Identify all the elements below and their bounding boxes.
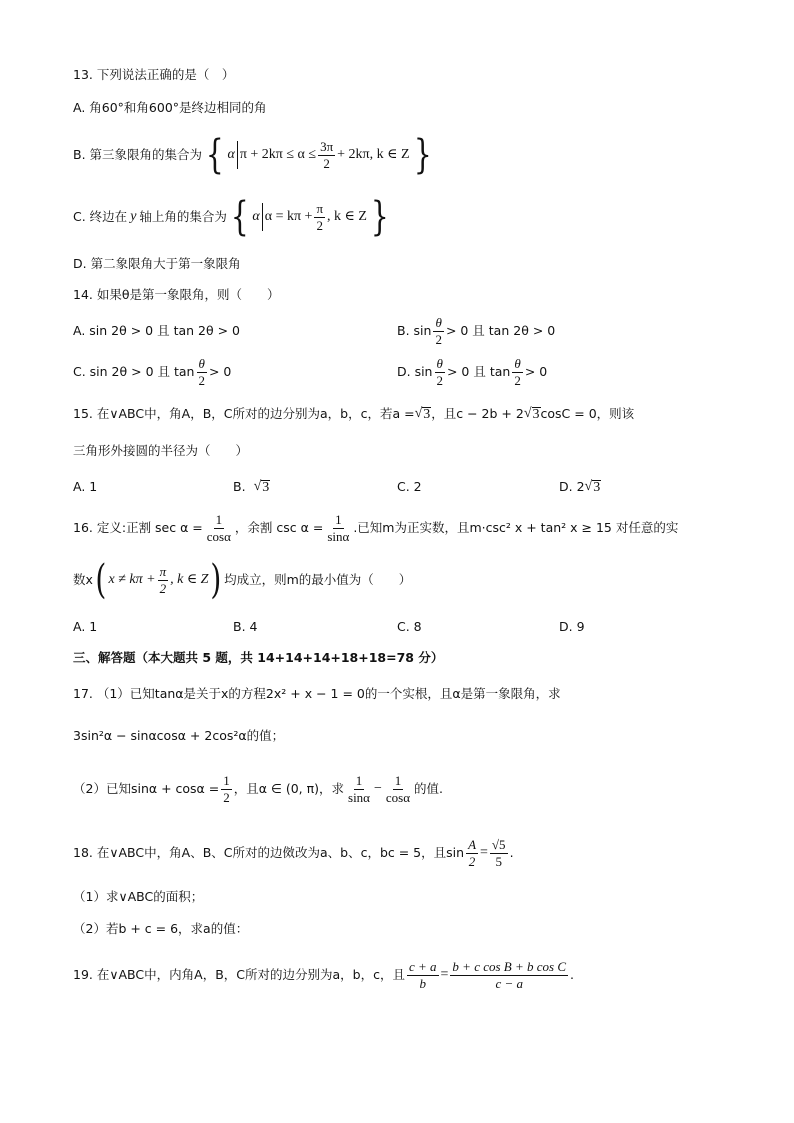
q13-b-cond1: π + 2kπ ≤ α ≤ [239, 147, 317, 162]
q13-b-frac: $\frac{3\pi}{2}$ [320, 138, 334, 171]
q19-frac1: $\frac{c + a}{b}$ [408, 958, 437, 991]
q14-d-frac1: $\frac{\theta}{2}$ [436, 355, 443, 388]
q14-d-mid: > 0 且 tan [446, 363, 511, 379]
q15-line1 [73, 405, 634, 423]
q13-c-axis: y [130, 209, 137, 224]
q14-option-a: A. sin 2θ > 0 且 tan 2θ > 0 [73, 323, 241, 338]
q17-l3-post: 的值. [414, 780, 444, 796]
q16-l2-cond: x ≠ kπ + [108, 572, 156, 587]
q13-c-cond1: α = kπ + [264, 209, 313, 224]
q16-line1 [73, 510, 678, 546]
q13-b-cond2: + 2kπ, k ∈ Z [337, 147, 410, 162]
q16-option-a: A. 1 [73, 619, 98, 634]
q15-d-pre: D. 2 [559, 479, 585, 495]
q13-c-prefix: C. 终边在 [73, 208, 128, 224]
q19-pre: 19. 在∨ABC中，内角A，B，C所对的边分别为a，b，c，且 [73, 966, 405, 982]
q15-l1-c: cosC = 0，则该 [540, 405, 635, 421]
left-paren: ( [95, 557, 107, 603]
q17-l3-minus: − [374, 781, 382, 796]
q17-line1: 17. （1）已知tanα是关于x的方程2x² + x − 1 = 0的一个实根，且α是第一象限角，求 [73, 686, 561, 701]
right-brace: } [370, 194, 389, 240]
q16-l2-post: 均成立，则m的最小值为（ ） [224, 571, 412, 587]
q16-post: .已知m为正实数，且m·csc² x + tan² x ≥ 15 对任意的实 [353, 519, 679, 535]
q15-option-a: A. 1 [73, 479, 98, 494]
q14-c-pre: C. sin 2θ > 0 且 tan [73, 363, 195, 379]
q13-c-mid: 轴上角的集合为 [139, 208, 227, 224]
set-bar [237, 141, 238, 169]
q13-b-prefix: B. 第三象限角的集合为 [73, 146, 203, 162]
q14-b-pre: B. sin [397, 322, 432, 338]
q18-frac-a: $\frac{A}{2}$ [468, 836, 477, 869]
q13-option-d: D. 第二象限角大于第一象限角 [73, 256, 241, 271]
q18-l1-pre: 18. 在∨ABC中，角A、B、C所对的边傚改为a、b、c，bc = 5，且sin [73, 844, 465, 860]
q18-eq: = [480, 845, 488, 860]
q16-option-c: C. 8 [397, 619, 422, 634]
q15-sqrt2: √ 3 [523, 405, 540, 422]
q19-eq: = [440, 967, 449, 982]
right-brace: } [413, 132, 432, 178]
q13-b-set-var: α [227, 147, 235, 162]
q13-c-frac: $\frac{\pi}{2}$ [316, 200, 324, 233]
set-bar [262, 203, 263, 231]
q16-pre: 16. 定义:正割 sec α = [73, 519, 203, 535]
q16-mid1: ，余割 csc α = [234, 519, 324, 535]
q18-part2: （2）若b + c = 6，求a的值： [73, 921, 249, 936]
q15-b-pre: B. [233, 479, 246, 495]
right-paren: ) [210, 557, 222, 603]
left-brace: { [230, 194, 249, 240]
q19-frac2: $\frac{\text{b + c cos B + b cos C}}{c - a}$ [452, 958, 567, 991]
q16-l2-frac: $\frac{\pi}{2}$ [159, 563, 167, 596]
q17-line3 [73, 770, 443, 808]
q14-stem: 14. 如果θ是第一象限角，则（ ） [73, 287, 280, 302]
q15-option-c: C. 2 [397, 479, 422, 494]
q15-line2: 三角形外接圆的半径为（ ） [73, 443, 249, 458]
q17-line2: 3sin²α − sinαcosα + 2cos²α的值； [73, 728, 285, 743]
q14-d-post: > 0 [524, 363, 548, 379]
q17-l3-frac1: $\frac{1}{\sin\alpha}$ [348, 772, 370, 805]
q14-d-pre: D. sin [397, 363, 433, 379]
q15-option-b [233, 480, 270, 495]
q13-option-c [73, 194, 392, 240]
q15-option-d [559, 480, 601, 495]
section-heading: 三、解答题（本大题共 5 题，共 14+14+14+18+18=78 分） [73, 650, 444, 665]
q15-sqrt1: √ 3 [414, 405, 431, 422]
q13-c-cond2: , k ∈ Z [327, 209, 367, 224]
q13-option-b [73, 132, 435, 178]
q14-option-c [73, 357, 231, 387]
q18-line1 [73, 833, 514, 873]
q18-part1: （1）求∨ABC的面积； [73, 889, 204, 904]
q19-post: . [570, 966, 574, 982]
q14-b-post: > 0 且 tan 2θ > 0 [445, 322, 556, 338]
q15-d-sqrt: √ 3 [584, 479, 601, 495]
q17-l3-frac2: $\frac{1}{\cos\alpha}$ [385, 772, 411, 805]
q14-d-frac2: $\frac{\theta}{2}$ [514, 355, 521, 388]
q14-c-post: > 0 [208, 363, 232, 379]
q16-frac1: $\frac{1}{\cos\alpha}$ [206, 511, 231, 544]
q13-stem: 13. 下列说法正确的是（ ） [73, 67, 235, 82]
q16-option-b: B. 4 [233, 619, 258, 634]
q15-l1-a: 15. 在∨ABC中，角A，B，C所对的边分别为a，b，c，若a = [73, 405, 415, 421]
q16-line2 [73, 557, 412, 603]
q16-frac2: $\frac{1}{\sin\alpha}$ [327, 511, 350, 544]
q14-c-frac: $\frac{\theta}{2}$ [198, 355, 205, 388]
q14-option-d [397, 357, 547, 387]
q18-frac-r: $\frac{√5}{5}$ [491, 836, 506, 869]
q16-l2-cond2: , k ∈ Z [170, 572, 209, 587]
left-brace: { [205, 132, 224, 178]
q16-option-d: D. 9 [559, 619, 585, 634]
q18-l1-post: . [509, 844, 514, 860]
q14-b-frac: $\frac{\theta}{2}$ [435, 314, 442, 347]
q13-option-a: A. 角60°和角600°是终边相同的角 [73, 100, 267, 115]
q15-b-sqrt: √ 3 [253, 479, 270, 495]
q16-l2-pre: 数x [73, 571, 93, 587]
q13-c-set-var: α [252, 209, 260, 224]
q15-l1-b: ，且c − 2b + 2 [431, 405, 524, 421]
q17-l3-frac: $\frac{1}{2}$ [223, 772, 230, 805]
q17-l3-pre: （2）已知sinα + cosα = [73, 780, 220, 796]
q19-line1 [73, 955, 574, 995]
q17-l3-mid: ，且α ∈ (0, π)，求 [233, 780, 345, 796]
q14-option-b [397, 316, 555, 346]
